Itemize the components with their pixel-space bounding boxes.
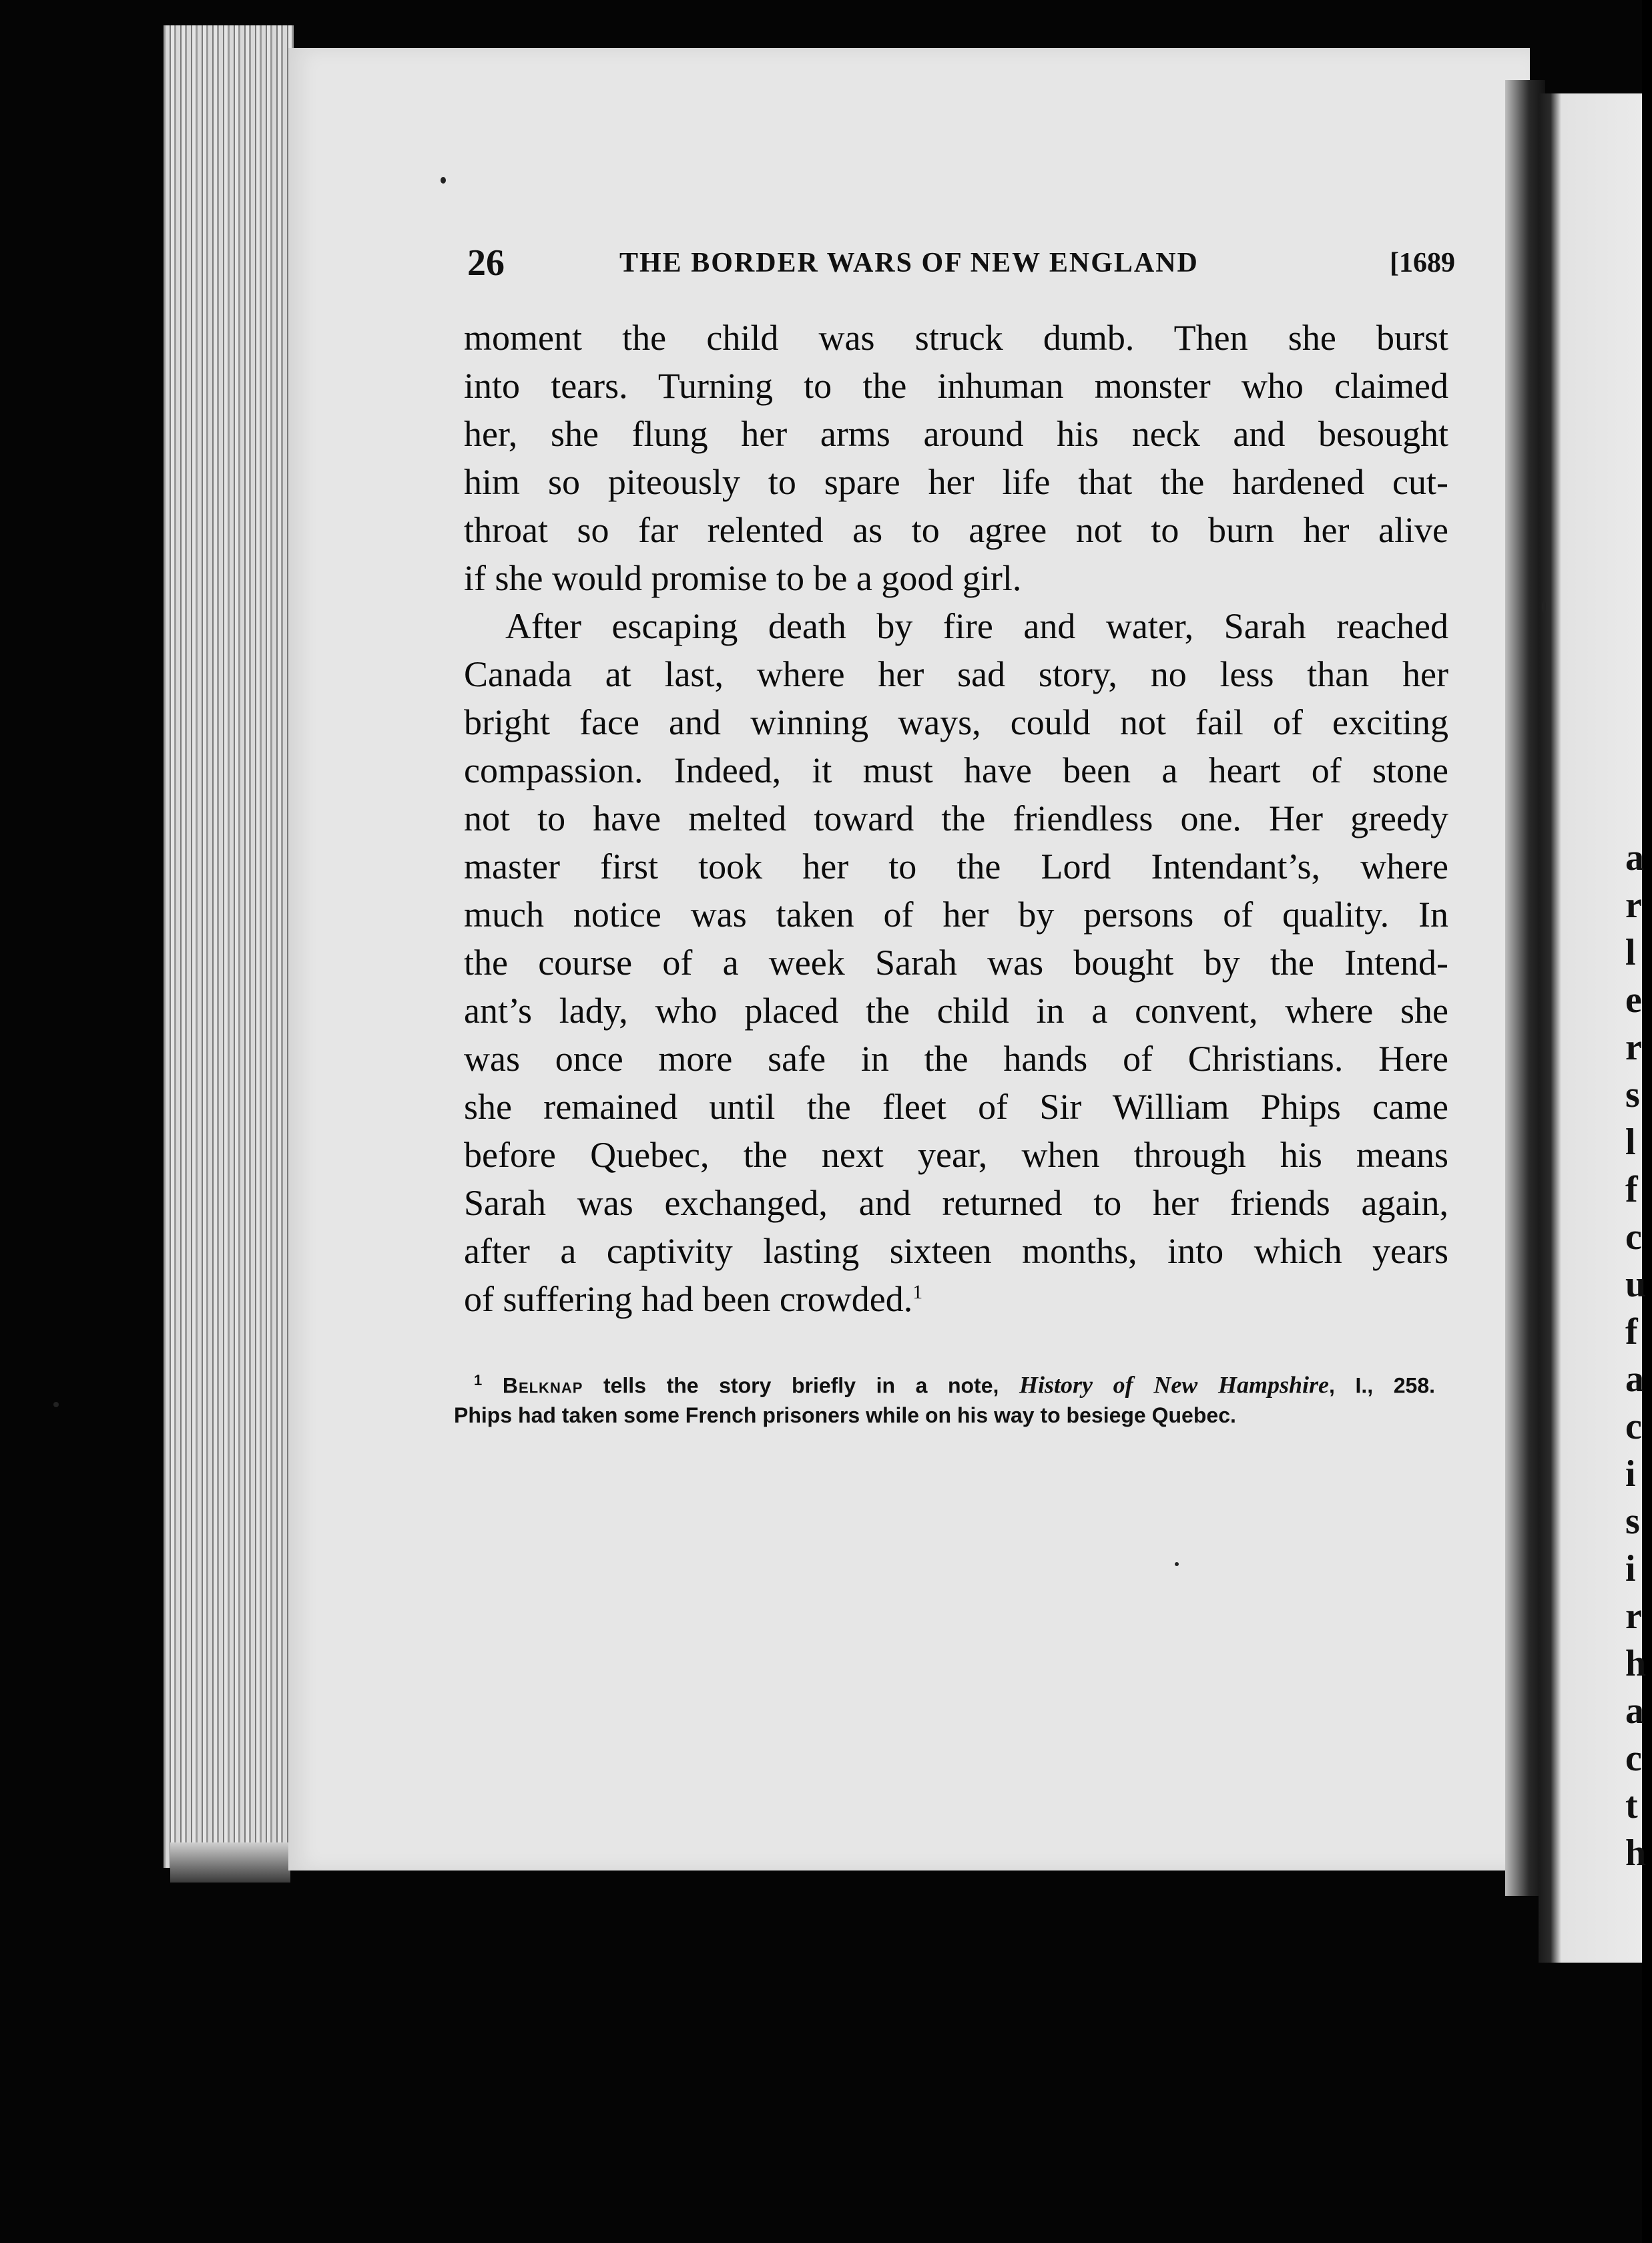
facing-page-letter: f — [1625, 1169, 1638, 1210]
text-line: was once more safe in the hands of Christians. Here — [464, 1039, 1448, 1079]
facing-page-letter: s — [1625, 1501, 1640, 1542]
footnote-line: Phips had taken some French prisoners while on his way to besiege Quebec. — [454, 1403, 1236, 1427]
facing-page-letter: u — [1625, 1264, 1647, 1305]
text-line: of suffering had been crowded. — [464, 1279, 913, 1319]
text-line: into tears. Turning to the inhuman monster who claimed — [464, 366, 1448, 406]
text-line: after a captivity lasting sixteen months, into which years — [464, 1231, 1448, 1271]
scan-speck — [441, 177, 446, 184]
text-line: not to have melted toward the friendless one. Her greedy — [464, 798, 1448, 838]
text-line: master first took her to the Lord Intendant’s, where — [464, 846, 1448, 887]
running-year: [1689 — [1390, 248, 1455, 278]
scan-speck — [53, 1402, 59, 1407]
footnote-source-title: History of New Hampshire — [1019, 1371, 1330, 1399]
footnote-marker: 1 — [474, 1372, 483, 1389]
facing-page-letter: c — [1625, 1216, 1642, 1258]
facing-page-letter: l — [1625, 932, 1636, 973]
footnote — [454, 1363, 1435, 1433]
facing-page-letter: e — [1625, 979, 1642, 1021]
facing-page-letter: t — [1625, 1785, 1638, 1826]
facing-page-letter: c — [1625, 1406, 1642, 1447]
page-number: 26 — [467, 242, 505, 284]
facing-page-letter: a — [1625, 1690, 1644, 1732]
text-line: bright face and winning ways, could not fail of exciting — [464, 702, 1448, 742]
text-line: her, she flung her arms around his neck and besought — [464, 414, 1448, 454]
facing-page-letter: r — [1625, 1027, 1642, 1068]
facing-page-letter: h — [1625, 1832, 1647, 1874]
page-edges — [164, 25, 294, 1868]
facing-page-letter: a — [1625, 837, 1644, 879]
text-line: she remained until the fleet of Sir William Phips came — [464, 1087, 1448, 1127]
text-line: Canada at last, where her sad story, no less than her — [464, 654, 1448, 694]
text-line: moment the child was struck dumb. Then she burst — [464, 318, 1448, 358]
text-line: compassion. Indeed, it must have been a heart of stone — [464, 750, 1448, 790]
text-line: him so piteously to spare her life that the hardened cut- — [464, 462, 1448, 502]
footnote-author: Belknap — [502, 1373, 583, 1398]
text-line: before Quebec, the next year, when through his means — [464, 1135, 1448, 1175]
facing-page-letter: i — [1625, 1453, 1636, 1495]
footnote-text: tells the story briefly in a note, — [583, 1373, 1019, 1398]
text-line: After escaping death by fire and water, Sarah reached — [505, 606, 1448, 646]
facing-page-letter: s — [1625, 1074, 1640, 1115]
page-edges-bottom — [170, 1842, 290, 1883]
running-title: THE BORDER WARS OF NEW ENGLAND — [619, 248, 1199, 278]
text-line: much notice was taken of her by persons of quality. In — [464, 895, 1448, 935]
footnote-text: , I., 258. — [1329, 1373, 1436, 1398]
scan-speck — [1542, 601, 1546, 613]
text-line: the course of a week Sarah was bought by the Intend- — [464, 943, 1448, 983]
body-text — [464, 314, 1448, 1323]
text-line: Sarah was exchanged, and returned to her friends again, — [464, 1183, 1448, 1223]
facing-page-letter: i — [1625, 1548, 1636, 1589]
facing-page-letter: c — [1625, 1738, 1642, 1779]
footnote-line — [454, 1363, 1435, 1398]
facing-page-letter: r — [1625, 1595, 1642, 1637]
text-line: ant’s lady, who placed the child in a convent, where she — [464, 991, 1448, 1031]
facing-page-letter: a — [1625, 1358, 1644, 1400]
facing-page-letter: r — [1625, 885, 1642, 926]
facing-page-letter: h — [1625, 1643, 1647, 1684]
facing-page-letter: l — [1625, 1122, 1636, 1163]
scan-speck — [1175, 1562, 1179, 1566]
facing-page-letter: f — [1625, 1311, 1638, 1352]
running-head — [467, 242, 1455, 288]
text-line: if she would promise to be a good girl. — [464, 558, 1022, 598]
text-line-last — [464, 1275, 1448, 1323]
text-line: throat so far relented as to agree not to burn her alive — [464, 510, 1448, 550]
facing-page-text-fragments — [1625, 834, 1652, 1877]
footnote-reference: 1 — [912, 1281, 923, 1303]
